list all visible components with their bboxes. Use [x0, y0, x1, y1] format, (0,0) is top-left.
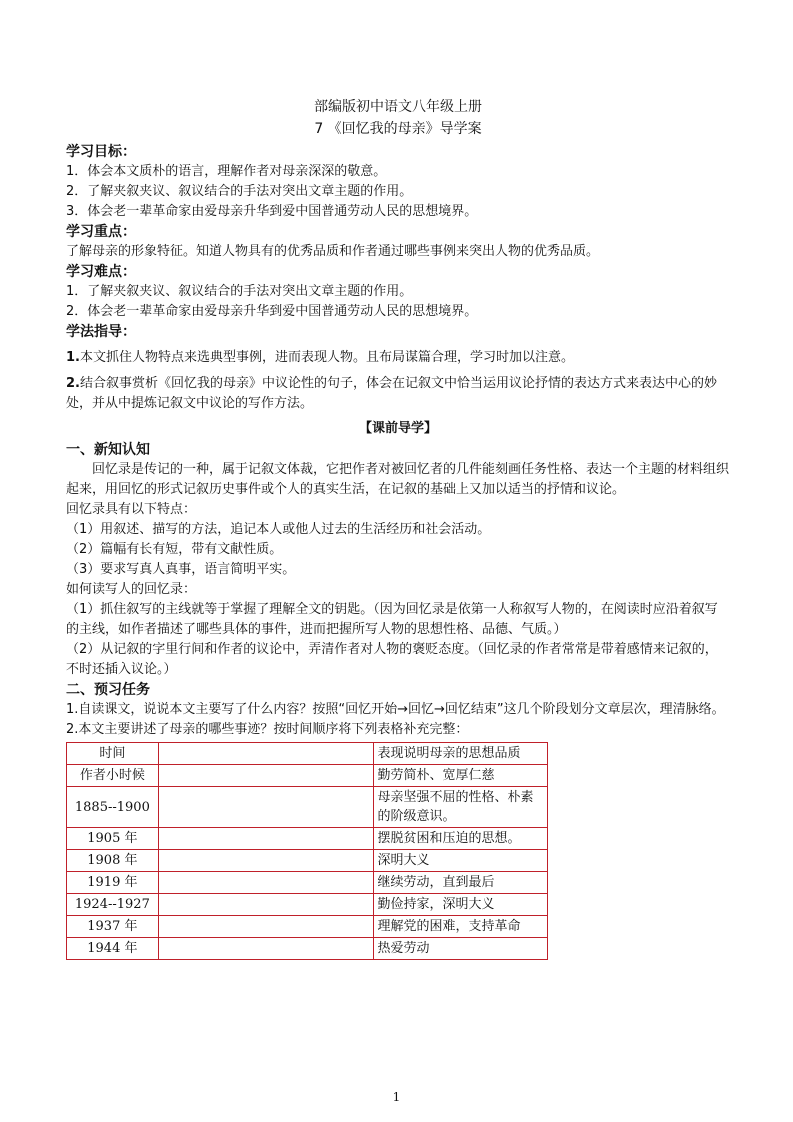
table-header-cell: 时间 — [67, 743, 159, 765]
goals-heading: 学习目标： — [66, 144, 136, 160]
table-cell-time: 1944 年 — [67, 938, 159, 960]
table-cell-time: 1885--1900 — [67, 787, 159, 828]
section1-title: 一、新知认知 — [66, 442, 150, 458]
table-cell-blank[interactable] — [158, 916, 373, 938]
goal-item: 2．了解夹叙夹议、叙议结合的手法对突出文章主题的作用。 — [66, 184, 413, 199]
method-heading: 学法指导： — [66, 324, 136, 340]
table-header-row — [67, 743, 548, 765]
howto-item: （1）抓住叙写的主线就等于掌握了理解全文的钥匙。（因为回忆录是依第一人称叙写人物的，在阅读时应沿着叙写的主线，如作者描述了哪些具体的事件，进而把握所写人物的思想性格、品德、气质。） — [66, 602, 718, 637]
task-2: 2.本文主要讲述了母亲的哪些事迹？按时间顺序将下列表格补充完整： — [66, 722, 469, 737]
howto-title: 如何读写人的回忆录： — [66, 582, 197, 597]
table-cell-quality: 勤俭持家，深明大义 — [373, 894, 547, 916]
memoir-intro: 回忆录是传记的一种，属于记叙文体裁，它把作者对被回忆者的几件能刻画任务性格、表达一个主题的材料组织起来，用回忆的形式记叙历史事件或个人的真实生活，在记叙的基础上又加以适当的抒情和议论。 — [66, 462, 730, 497]
table-header-cell[interactable] — [158, 743, 373, 765]
task-1: 1.自读课文，说说本文主要写了什么内容？按照“回忆开始→回忆→回忆结束”这几个阶段划分文章层次，理清脉络。 — [66, 702, 725, 717]
goal-item: 3．体会老一辈革命家由爱母亲升华到爱中国普通劳动人民的思想境界。 — [66, 204, 478, 219]
doc-title-line1: 部编版初中语文八年级上册 — [314, 99, 482, 115]
method-item-1 — [66, 348, 730, 368]
table-cell-quality: 理解党的困难，支持革命 — [373, 916, 547, 938]
method-item-2-num: 2. — [66, 376, 80, 391]
table-row — [67, 872, 548, 894]
table-cell-quality: 母亲坚强不屈的性格、朴素的阶级意识。 — [373, 787, 547, 828]
method-item-1-num: 1. — [66, 350, 80, 365]
features-title: 回忆录具有以下特点： — [66, 502, 197, 517]
table-cell-time: 1905 年 — [67, 828, 159, 850]
table-cell-time: 作者小时候 — [67, 765, 159, 787]
feature-item: （2）篇幅有长有短，带有文献性质。 — [66, 542, 283, 557]
feature-item: （1）用叙述、描写的方法，追记本人或他人过去的生活经历和社会活动。 — [66, 522, 491, 537]
method-item-2-text: 结合叙事赏析《回忆我的母亲》中议论性的句子，体会在记叙文中恰当运用议论抒情的表达方式来表达中心的妙处，并从中提炼记叙文中议论的写作方法。 — [66, 376, 717, 411]
table-row — [67, 787, 548, 828]
section2-title: 二、预习任务 — [66, 682, 150, 698]
difficulties-heading: 学习难点： — [66, 264, 136, 280]
table-cell-blank[interactable] — [158, 894, 373, 916]
page-number: 1 — [392, 1090, 401, 1104]
table-row — [67, 938, 548, 960]
difficulty-item: 1．了解夹叙夹议、叙议结合的手法对突出文章主题的作用。 — [66, 284, 413, 299]
goal-item: 1．体会本文质朴的语言，理解作者对母亲深深的敬意。 — [66, 164, 387, 179]
table-cell-time: 1919 年 — [67, 872, 159, 894]
table-cell-quality: 勤劳简朴、宽厚仁慈 — [373, 765, 547, 787]
key-points-text: 了解母亲的形象特征。知道人物具有的优秀品质和作者通过哪些事例来突出人物的优秀品质。 — [66, 244, 600, 259]
table-cell-time: 1924--1927 — [67, 894, 159, 916]
howto-item: （2）从记叙的字里行间和作者的议论中，弄清作者对人物的褒贬态度。（回忆录的作者常常是带着感情来记叙的，不时还插入议论。） — [66, 642, 718, 677]
table-cell-blank[interactable] — [158, 938, 373, 960]
document-content — [66, 96, 730, 960]
table-cell-blank[interactable] — [158, 850, 373, 872]
table-cell-time: 1937 年 — [67, 916, 159, 938]
table-row — [67, 765, 548, 787]
table-cell-blank[interactable] — [158, 787, 373, 828]
method-item-1-text: 本文抓住人物特点来选典型事例，进而表现人物。且布局谋篇合理，学习时加以注意。 — [79, 350, 574, 365]
feature-item: （3）要求写真人真事，语言简明平实。 — [66, 562, 296, 577]
events-table — [66, 742, 548, 960]
table-cell-quality: 深明大义 — [373, 850, 547, 872]
method-item-2 — [66, 374, 730, 414]
table-cell-quality: 继续劳动，直到最后 — [373, 872, 547, 894]
table-header-cell: 表现说明母亲的思想品质 — [373, 743, 547, 765]
difficulty-item: 2．体会老一辈革命家由爱母亲升华到爱中国普通劳动人民的思想境界。 — [66, 304, 478, 319]
table-row — [67, 828, 548, 850]
table-cell-quality: 热爱劳动 — [373, 938, 547, 960]
table-cell-time: 1908 年 — [67, 850, 159, 872]
table-row — [67, 916, 548, 938]
doc-title-line2: 7 《回忆我的母亲》导学案 — [314, 121, 482, 137]
table-cell-blank[interactable] — [158, 872, 373, 894]
table-cell-quality: 摆脱贫困和压迫的思想。 — [373, 828, 547, 850]
table-cell-blank[interactable] — [158, 765, 373, 787]
table-row — [67, 894, 548, 916]
table-row — [67, 850, 548, 872]
key-points-heading: 学习重点： — [66, 224, 136, 240]
preclass-heading: 【课前导学】 — [358, 421, 437, 436]
table-cell-blank[interactable] — [158, 828, 373, 850]
